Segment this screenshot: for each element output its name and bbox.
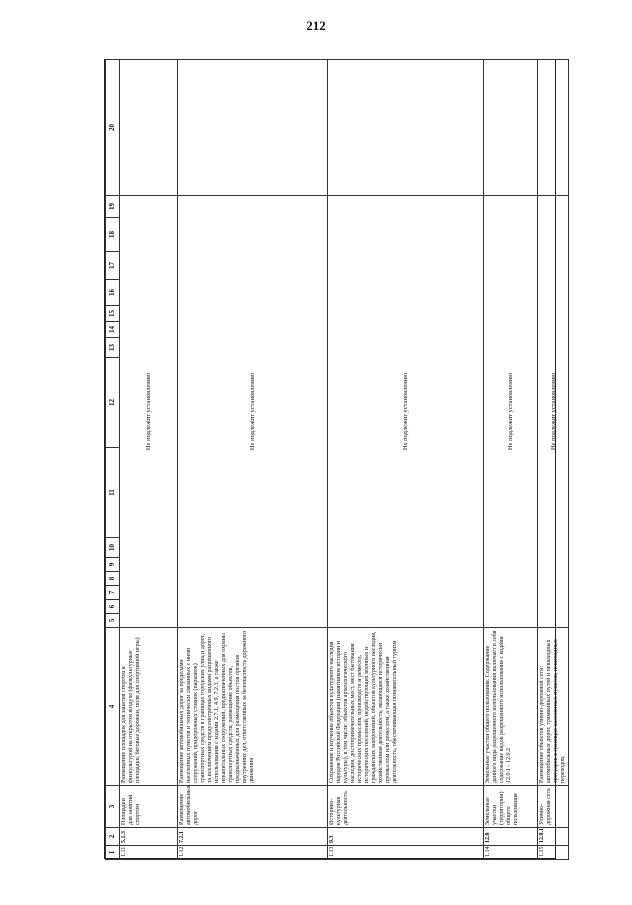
header-cell: 7 xyxy=(106,586,120,600)
regulation-note: Не подлежит установлению xyxy=(328,196,484,628)
header-cell: 3 xyxy=(106,786,120,828)
use-code: 5.1.3 xyxy=(120,828,178,846)
rotated-table-container xyxy=(105,60,566,860)
use-name: Улично-дорожная сеть xyxy=(538,786,569,828)
regulation-note: Не подлежит установлению xyxy=(178,196,328,628)
use-code: 12.0 xyxy=(484,828,538,846)
use-name: Размещение автомобильных дорог xyxy=(178,786,328,828)
use-code: 12.0.1 xyxy=(538,828,569,846)
header-cell: 2 xyxy=(106,828,120,846)
use-description: Размещение площадок для занятия спортом и физкультурой на открытом воздухе (физкультурные площадки, беговые дорожки, поля для спортивной игры) xyxy=(120,628,178,786)
land-use-table xyxy=(105,59,569,860)
empty-cell xyxy=(328,60,484,196)
header-cell: 9 xyxy=(106,558,120,572)
row-number: 1.11 xyxy=(120,846,178,860)
empty-cell xyxy=(120,60,178,196)
empty-cell xyxy=(538,60,569,196)
use-description: Сохранение и изучение объектов культурного наследия народов Российской Федерации (памятников истории и культуры), в том числе: объектов археологического наследия, достопримечательных мест, мест бытования исторических промыслов, производств и ремесел, исторических поселений, недействующих военных и гражданских захоронений, объектов культурного наследия, хозяйственная деятельность, являющаяся исторически промыслом или ремеслом, а также хозяйственная деятельность, обеспечивающая познавательный туризм xyxy=(328,628,484,786)
header-cell: 15 xyxy=(106,306,120,322)
header-cell: 8 xyxy=(106,572,120,586)
page-number: 212 xyxy=(306,18,326,33)
use-name: Земельные участки (территории) общего пользования xyxy=(484,786,538,828)
use-description: Земельные участки общего пользования. Содержание данного вида разрешенного использования включает в себя содержание видов разрешенного использования с кодами 12.0.1 - 12.0.2 xyxy=(484,628,538,786)
use-name: Площадки для занятий спортом xyxy=(120,786,178,828)
header-cell: 16 xyxy=(106,280,120,306)
header-cell: 17 xyxy=(106,252,120,280)
empty-cell xyxy=(178,60,328,196)
table-row xyxy=(484,60,538,860)
regulation-note: Не подлежит установлению xyxy=(484,196,538,628)
empty-cell xyxy=(484,60,538,196)
table-row xyxy=(178,60,328,860)
table-row xyxy=(328,60,484,860)
use-name: Историко-культурная деятельность xyxy=(328,786,484,828)
header-cell: 19 xyxy=(106,196,120,218)
rotated-table-frame xyxy=(104,59,566,859)
header-cell: 10 xyxy=(106,538,120,558)
table-row xyxy=(120,60,178,860)
header-cell: 1 xyxy=(106,846,120,860)
use-description: Размещение объектов улично-дорожной сети: автомобильных дорог, трамвайных путей и пешеходных тротуаров в границах населенных пунктов, пешеходных переходов, xyxy=(538,628,569,786)
header-cell: 4 xyxy=(106,628,120,786)
regulation-note: Не подлежит установлению xyxy=(120,196,178,628)
row-number: 1.12 xyxy=(178,846,328,860)
use-description: Размещение автомобильных дорог за пределами населенных пунктов и технически связанных с ними сооружений, придорожных стоянок (парковок) транспортных средств в границах городских улиц и дорог, за исключением предусмотренных видами разрешенного использования с кодами 2.7.1, 4.9, 7.2.3, а также некапитальных сооружений, предназначенных для охраны транспортных средств; размещение объектов, предназначенных для размещения постов органов внутренних дел, ответственных за безопасность дорожного движения xyxy=(178,628,328,786)
header-cell: 6 xyxy=(106,600,120,614)
row-number: 1.13 xyxy=(328,846,484,860)
header-cell: 12 xyxy=(106,358,120,448)
row-number: 1.15 xyxy=(538,846,569,860)
row-number: 1.14 xyxy=(484,846,538,860)
use-code: 7.2.1 xyxy=(178,828,328,846)
use-code: 9.3 xyxy=(328,828,484,846)
regulation-note: Не подлежит установлению xyxy=(538,196,569,628)
header-cell: 13 xyxy=(106,338,120,358)
header-cell: 11 xyxy=(106,448,120,538)
header-row xyxy=(106,60,120,860)
header-cell: 18 xyxy=(106,218,120,252)
header-cell: 20 xyxy=(106,60,120,196)
header-cell: 5 xyxy=(106,614,120,628)
header-cell: 14 xyxy=(106,322,120,338)
table-row xyxy=(538,60,569,860)
